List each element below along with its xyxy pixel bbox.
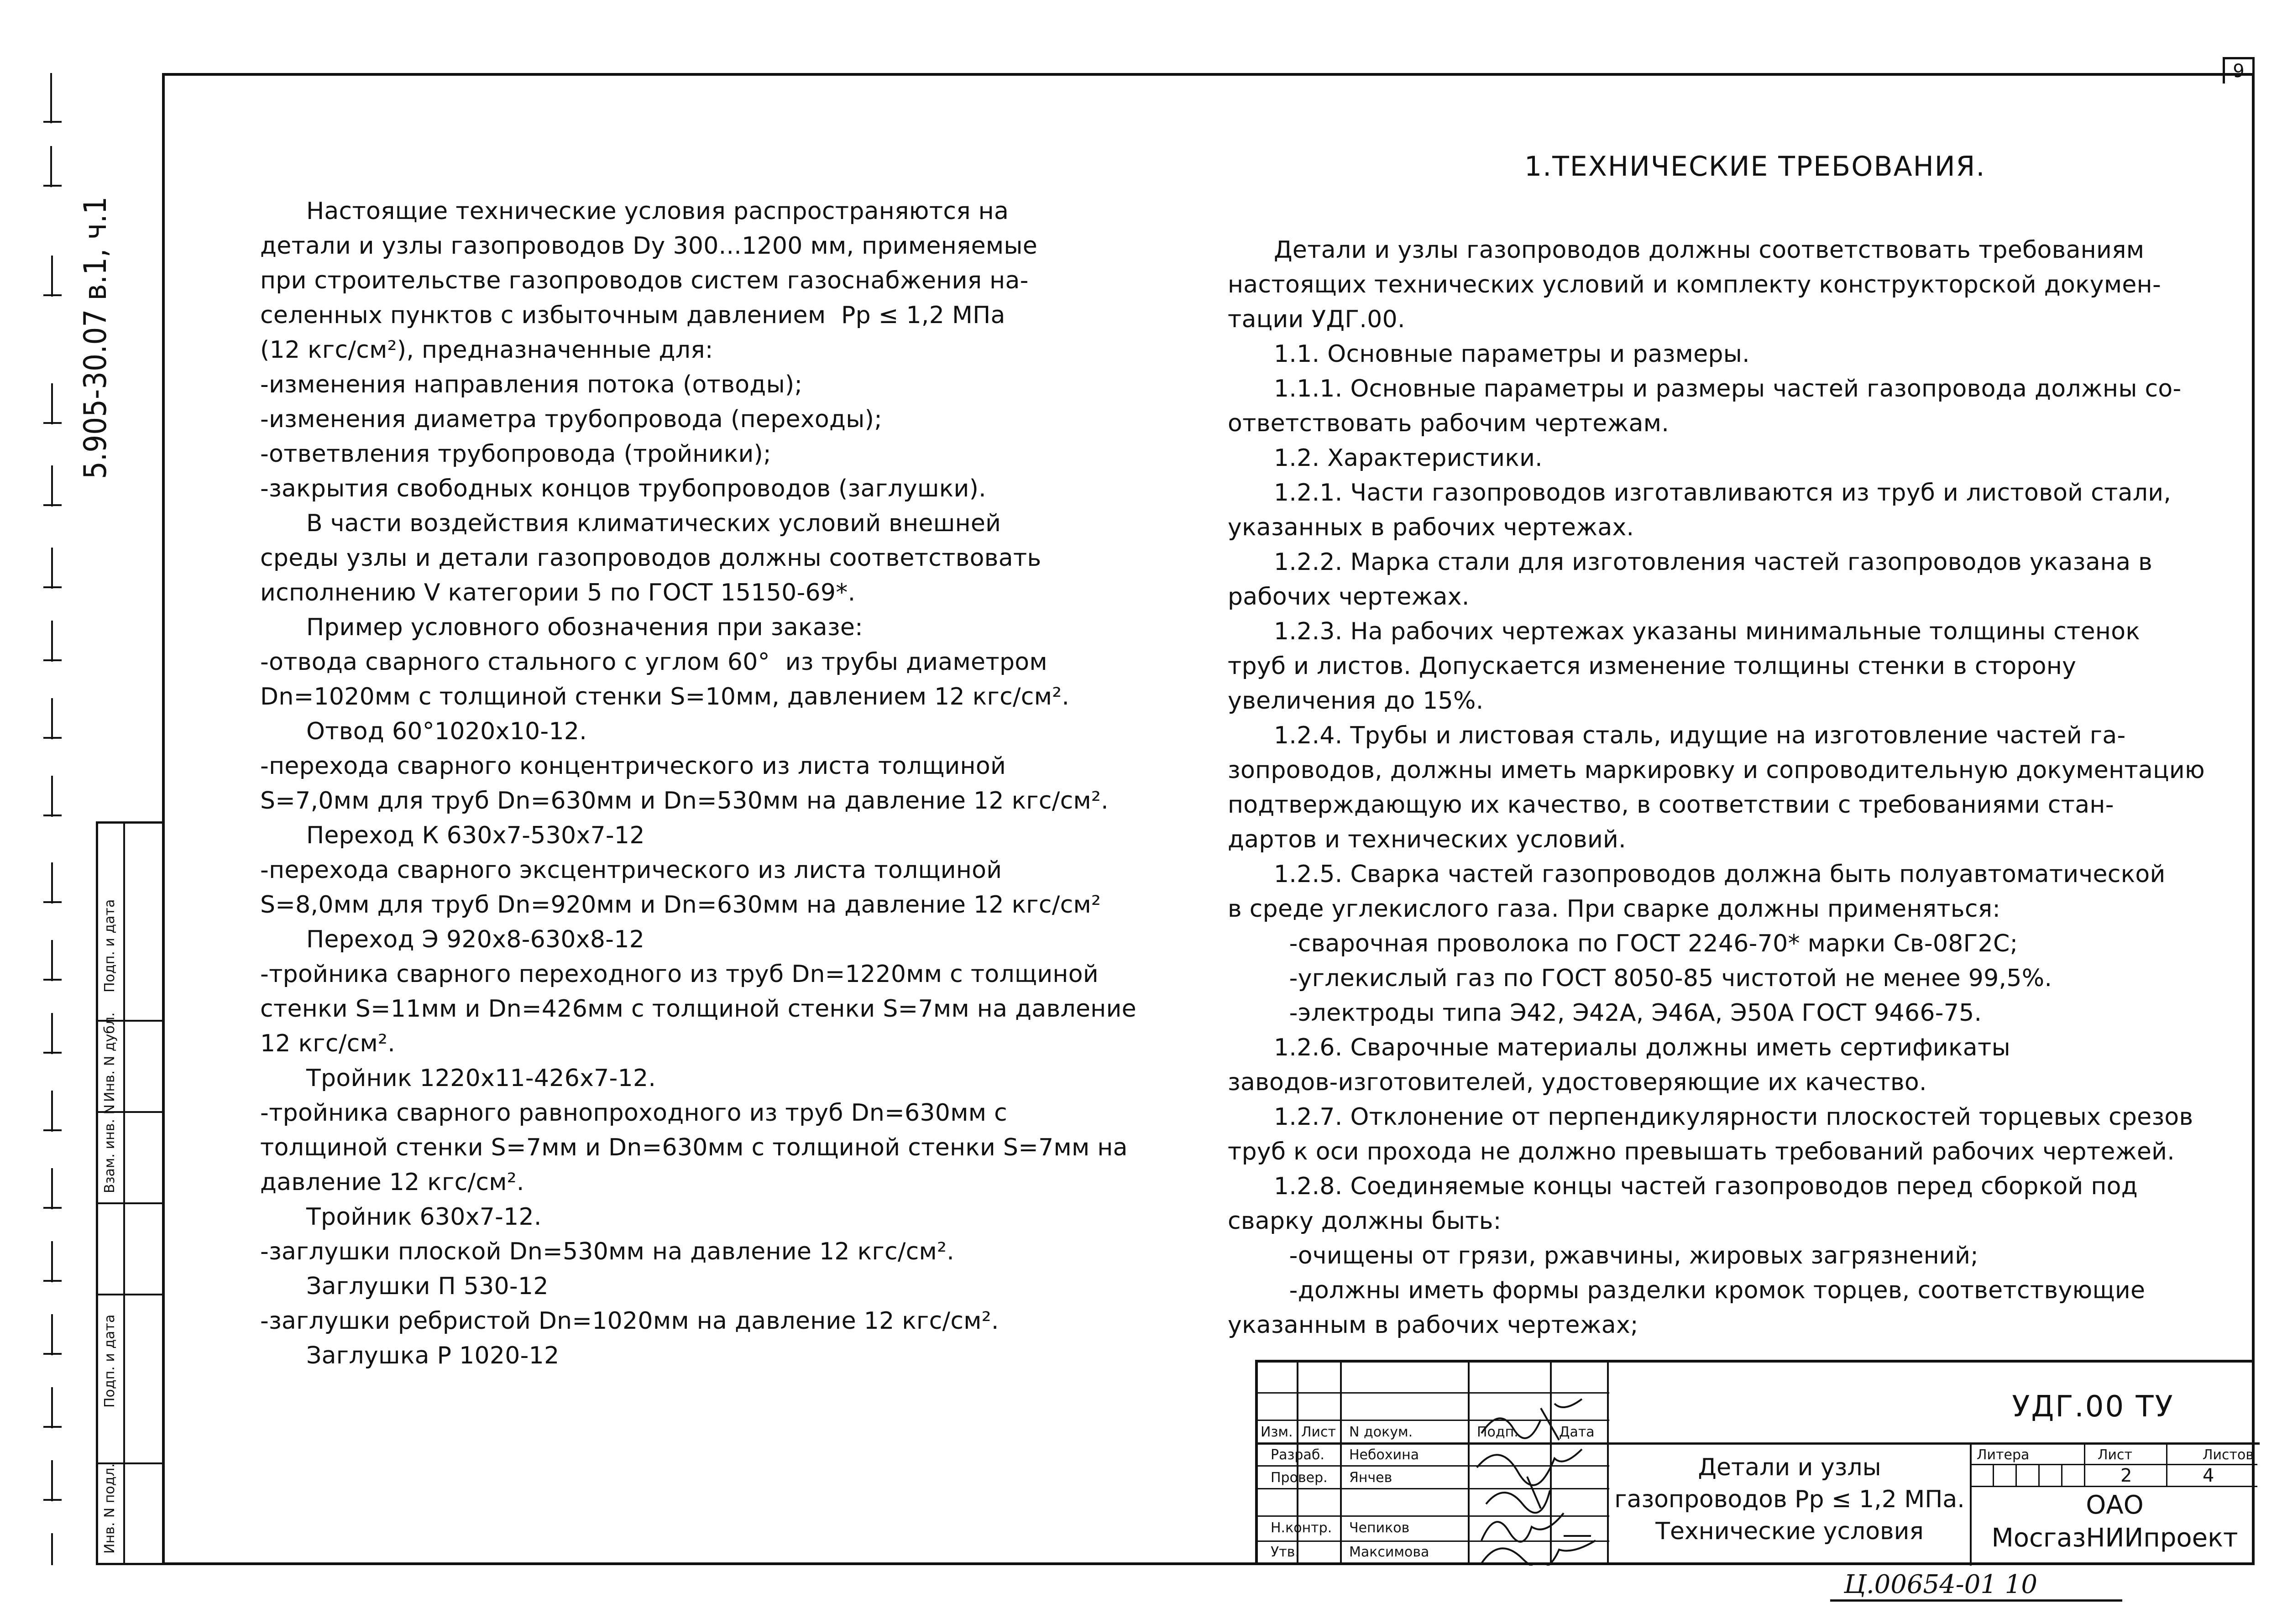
left-text-line: 12 кгс/см². bbox=[260, 1030, 396, 1057]
right-text-line: ответствовать рабочим чертежам. bbox=[1228, 410, 1670, 437]
stamp-role-approver: Утв. bbox=[1271, 1544, 1299, 1560]
document-designation: УДГ.00 ТУ bbox=[2012, 1390, 2174, 1424]
right-text-line: 1.2.5. Сварка частей газопроводов должна быть полуавтоматической bbox=[1228, 861, 2166, 888]
left-text-line: -изменения направления потока (отводы); bbox=[260, 371, 803, 398]
left-text-line: -закрытия свободных концов трубопроводов (заглушки). bbox=[260, 475, 987, 502]
left-text-line: Переход К 630x7-530x7-12 bbox=[260, 822, 645, 849]
stamp-sheet-value: 2 bbox=[2120, 1465, 2132, 1486]
right-text-line: 1.2.2. Марка стали для изготовления частей газопроводов указана в bbox=[1228, 548, 2153, 576]
left-text-line: Dn=1020мм с толщиной стенки S=10мм, давлением 12 кгс/см². bbox=[260, 683, 1070, 710]
right-text-line: -сварочная проволока по ГОСТ 2246-70* марки Св-08Г2С; bbox=[1228, 930, 2018, 957]
right-text-line: настоящих технических условий и комплекту конструкторской докумен- bbox=[1228, 271, 2162, 298]
left-text-line: Переход Э 920x8-630x8-12 bbox=[260, 926, 645, 953]
left-text-line: давление 12 кгс/см². bbox=[260, 1169, 524, 1196]
organization-line-2: МосгазНИИпроект bbox=[1991, 1523, 2238, 1553]
right-text-line: -должны иметь формы разделки кромок торцев, соответствующие bbox=[1228, 1277, 2146, 1304]
document-title-line-2: газопроводов Рр ≤ 1,2 МПа. bbox=[1614, 1486, 1965, 1513]
stamp-role-developer: Разраб. bbox=[1271, 1447, 1324, 1463]
strip-label-sign-date: Подп. и дата bbox=[102, 899, 118, 992]
right-text-line: Детали и узлы газопроводов должны соответствовать требованиям bbox=[1228, 236, 2145, 264]
right-text-line: заводов-изготовителей, удостоверяющие их качество. bbox=[1228, 1069, 1927, 1096]
right-text-line: -очищены от грязи, ржавчины, жировых загрязнений; bbox=[1228, 1242, 1979, 1269]
right-text-line: дартов и технических условий. bbox=[1228, 826, 1626, 853]
right-text-line: указанных в рабочих чертежах. bbox=[1228, 514, 1634, 541]
strip-label-sign-date-2: Подп. и дата bbox=[102, 1314, 118, 1408]
stamp-sheets-label: Листов bbox=[2203, 1447, 2254, 1463]
right-text-line: 1.2.1. Части газопроводов изготавливаются из труб и листовой стали, bbox=[1228, 479, 2172, 507]
right-text-line: -углекислый газ по ГОСТ 8050-85 чистотой не менее 99,5%. bbox=[1228, 965, 2052, 992]
right-text-line: 1.2.3. На рабочих чертежах указаны минимальные толщины стенок bbox=[1228, 618, 2141, 645]
right-text-line: труб и листов. Допускается изменение толщины стенки в сторону bbox=[1228, 653, 2077, 680]
left-text-line: при строительстве газопроводов систем газоснабжения на- bbox=[260, 267, 1029, 294]
left-text-line: -тройника сварного переходного из труб Dn=1220мм с толщиной bbox=[260, 961, 1099, 988]
right-text-line: увеличения до 15%. bbox=[1228, 687, 1484, 715]
left-text-line: детали и узлы газопроводов Dу 300...1200 мм, применяемые bbox=[260, 232, 1038, 260]
left-text-line: -отвода сварного стального с углом 60° из трубы диаметром bbox=[260, 648, 1047, 676]
right-text-line: 1.1. Основные параметры и размеры. bbox=[1228, 340, 1750, 368]
right-text-line: 1.1.1. Основные параметры и размеры частей газопровода должны со- bbox=[1228, 375, 2182, 402]
approval-strip bbox=[96, 821, 162, 1565]
right-text-line: 1.2.8. Соединяемые концы частей газопроводов перед сборкой под bbox=[1228, 1173, 2138, 1200]
stamp-sheets-value: 4 bbox=[2203, 1465, 2214, 1486]
stamp-header-list: Лист bbox=[1301, 1424, 1336, 1440]
document-title-line-3: Технические условия bbox=[1655, 1518, 1924, 1545]
right-text-line: 1.2.7. Отклонение от перпендикулярности плоскостей торцевых срезов bbox=[1228, 1103, 2193, 1131]
right-text-line: 1.2. Характеристики. bbox=[1228, 444, 1543, 472]
left-text-column bbox=[260, 194, 1136, 1373]
right-text-line: 1.2.6. Сварочные материалы должны иметь сертификаты bbox=[1228, 1034, 2010, 1061]
left-text-line: Заглушки П 530-12 bbox=[260, 1273, 549, 1300]
strip-label-replace-inv: Взам. инв. N bbox=[102, 1104, 118, 1193]
title-block bbox=[1255, 1360, 2255, 1565]
right-text-column bbox=[1228, 233, 2205, 1342]
section-title: 1.ТЕХНИЧЕСКИЕ ТРЕБОВАНИЯ. bbox=[1524, 151, 1986, 183]
strip-label-dup-inv: Инв. N дубл. bbox=[102, 1012, 118, 1102]
left-text-line: Тройник 630x7-12. bbox=[260, 1203, 542, 1231]
right-text-line: в среде углекислого газа. При сварке должны применяться: bbox=[1228, 895, 2001, 923]
right-text-line: рабочих чертежах. bbox=[1228, 583, 1470, 611]
left-text-line: толщиной стенки S=7мм и Dn=630мм с толщиной стенки S=7мм на bbox=[260, 1134, 1128, 1161]
left-text-line: -изменения диаметра трубопровода (переходы); bbox=[260, 406, 883, 433]
document-code-vertical: 5.905-30.07 в.1, ч.1 bbox=[78, 196, 114, 479]
stamp-header-podp: Подп. bbox=[1477, 1424, 1518, 1440]
stamp-name-normcontrol: Чепиков bbox=[1349, 1520, 1410, 1536]
stamp-header-ndoc: N докум. bbox=[1349, 1424, 1413, 1440]
left-text-line: -перехода сварного концентрического из листа толщиной bbox=[260, 752, 1006, 780]
left-text-line: S=8,0мм для труб Dn=920мм и Dn=630мм на давление 12 кгс/см² bbox=[260, 891, 1101, 919]
left-text-line: Пример условного обозначения при заказе: bbox=[260, 614, 863, 641]
sheet-number: 9 bbox=[2223, 57, 2255, 84]
left-text-line: исполнению V категории 5 по ГОСТ 15150-69*. bbox=[260, 579, 856, 606]
signatures-drawing bbox=[1472, 1390, 1609, 1566]
left-text-line: Тройник 1220x11-426x7-12. bbox=[260, 1065, 656, 1092]
stamp-name-checker: Янчев bbox=[1349, 1470, 1392, 1486]
right-text-line: труб к оси прохода не должно превышать требований рабочих чертежей. bbox=[1228, 1138, 2175, 1165]
stamp-sheet-label: Лист bbox=[2098, 1447, 2133, 1463]
right-text-line: тации УДГ.00. bbox=[1228, 306, 1405, 333]
left-text-line: селенных пунктов с избыточным давлением Рр ≤ 1,2 МПа bbox=[260, 302, 1005, 329]
document-title-line-1: Детали и узлы bbox=[1698, 1454, 1881, 1481]
stamp-name-developer: Небохина bbox=[1349, 1447, 1419, 1463]
stamp-role-checker: Провер. bbox=[1271, 1470, 1328, 1486]
stamp-litera-label: Литера bbox=[1977, 1447, 2030, 1463]
left-text-line: -заглушки плоской Dn=530мм на давление 12 кгс/см². bbox=[260, 1238, 955, 1265]
left-text-line: Настоящие технические условия распространяются на bbox=[260, 198, 1009, 225]
left-text-line: Отвод 60°1020x10-12. bbox=[260, 718, 587, 745]
organization-line-1: ОАО bbox=[2086, 1490, 2144, 1520]
stamp-header-data: Дата bbox=[1559, 1424, 1595, 1440]
left-text-line: -заглушки ребристой Dn=1020мм на давление 12 кгс/см². bbox=[260, 1307, 999, 1335]
right-text-line: 1.2.4. Трубы и листовая сталь, идущие на изготовление частей га- bbox=[1228, 722, 2126, 749]
left-text-line: -перехода сварного эксцентрического из листа толщиной bbox=[260, 856, 1002, 884]
right-text-line: указанным в рабочих чертежах; bbox=[1228, 1311, 1638, 1339]
handwritten-archive-note: Ц.00654-01 10 bbox=[1844, 1570, 2038, 1599]
right-text-line: подтверждающую их качество, в соответствии с требованиями стан- bbox=[1228, 791, 2114, 819]
right-text-line: -электроды типа Э42, Э42А, Э46А, Э50А ГОСТ 9466-75. bbox=[1228, 999, 1982, 1027]
left-text-line: (12 кгс/см²), предназначенные для: bbox=[260, 336, 713, 364]
left-text-line: стенки S=11мм и Dn=426мм с толщиной стенки S=7мм на давление bbox=[260, 995, 1136, 1023]
right-text-line: сварку должны быть: bbox=[1228, 1207, 1502, 1235]
left-text-line: В части воздействия климатических условий внешней bbox=[260, 510, 1001, 537]
left-text-line: S=7,0мм для труб Dn=630мм и Dn=530мм на давление 12 кгс/см². bbox=[260, 787, 1109, 815]
strip-label-orig-inv: Инв. N подл. bbox=[102, 1463, 118, 1554]
right-text-line: зопроводов, должны иметь маркировку и сопроводительную документацию bbox=[1228, 757, 2205, 784]
stamp-header-izm: Изм. bbox=[1261, 1424, 1293, 1440]
left-text-line: Заглушка Р 1020-12 bbox=[260, 1342, 560, 1369]
stamp-role-normcontrol: Н.контр. bbox=[1271, 1520, 1332, 1536]
handwritten-underline bbox=[1830, 1599, 2122, 1602]
stamp-name-approver: Максимова bbox=[1349, 1544, 1429, 1560]
left-text-line: -ответвления трубопровода (тройники); bbox=[260, 440, 771, 468]
left-text-line: среды узлы и детали газопроводов должны соответствовать bbox=[260, 544, 1042, 572]
left-text-line: -тройника сварного равнопроходного из труб Dn=630мм с bbox=[260, 1099, 1007, 1127]
